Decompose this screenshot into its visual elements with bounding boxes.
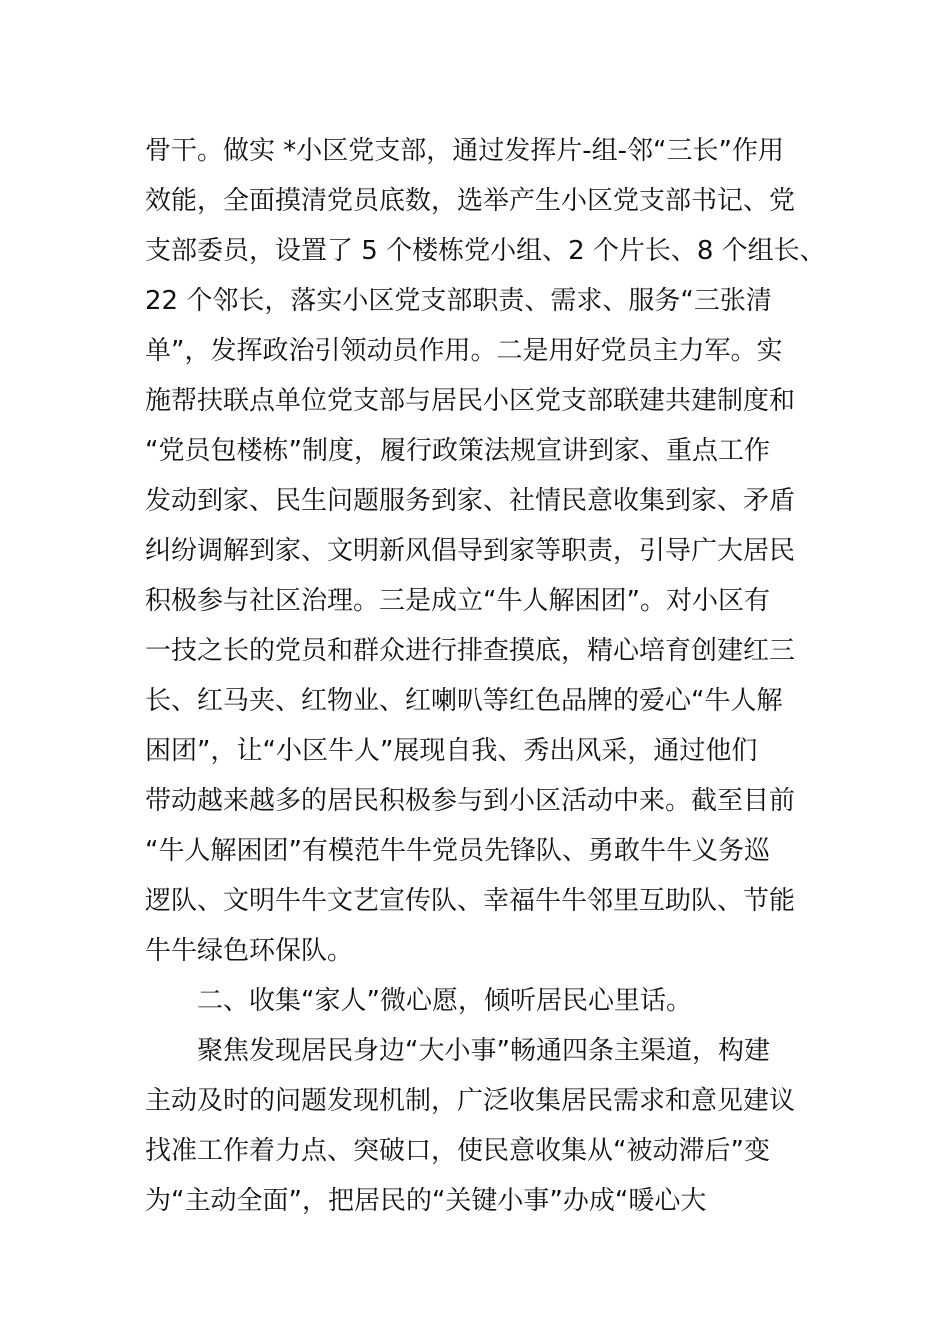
text-line: 发动到家、民生问题服务到家、社情民意收集到家、矛盾 — [145, 486, 796, 516]
section-heading: 二、收集“家人”微心愿，倾听居民心里话。 — [197, 986, 692, 1016]
text-line: 施帮扶联点单位党支部与居民小区党支部联建共建制度和 — [145, 386, 796, 416]
text-line: 一技之长的党员和群众进行排查摸底，精心培育创建红三 — [145, 636, 796, 666]
text-line: 支部委员，设置了 5 个楼栋党小组、2 个片长、8 个组长、 — [145, 236, 826, 266]
text-line: “牛人解困团”有模范牛牛党员先锋队、勇敢牛牛义务巡 — [145, 836, 770, 866]
text-line: 积极参与社区治理。三是成立“牛人解困团”。对小区有 — [145, 586, 770, 616]
text-line: “党员包楼栋”制度，履行政策法规宣讲到家、重点工作 — [145, 436, 770, 466]
text-line: 逻队、文明牛牛文艺宣传队、幸福牛牛邻里互助队、节能 — [145, 886, 796, 916]
text-line: 长、红马夹、红物业、红喇叭等红色品牌的爱心“牛人解 — [145, 686, 783, 716]
text-line: 困团”，让“小区牛人”展现自我、秀出风采，通过他们 — [145, 736, 758, 766]
text-line: 主动及时的问题发现机制，广泛收集居民需求和意见建议 — [145, 1086, 796, 1116]
text-line: 骨干。做实 *小区党支部，通过发挥片-组-邻“三长”作用 — [145, 136, 784, 166]
text-line: 效能，全面摸清党员底数，选举产生小区党支部书记、党 — [145, 186, 796, 216]
body-text — [145, 126, 835, 1226]
text-line: 22 个邻长，落实小区党支部职责、需求、服务“三张清 — [145, 286, 772, 316]
text-line: 找准工作着力点、突破口，使民意收集从“被动滞后”变 — [145, 1136, 770, 1166]
text-line: 为“主动全面”，把居民的“关键小事”办成“暖心大 — [145, 1186, 707, 1216]
text-line: 纠纷调解到家、文明新风倡导到家等职责，引导广大居民 — [145, 536, 796, 566]
text-line: 带动越来越多的居民积极参与到小区活动中来。截至目前 — [145, 786, 796, 816]
paragraph-first-line: 聚焦发现居民身边“大小事”畅通四条主渠道，构建 — [197, 1036, 770, 1066]
text-line: 单”，发挥政治引领动员作用。二是用好党员主力军。实 — [145, 336, 783, 366]
text-line: 牛牛绿色环保队。 — [145, 936, 354, 966]
